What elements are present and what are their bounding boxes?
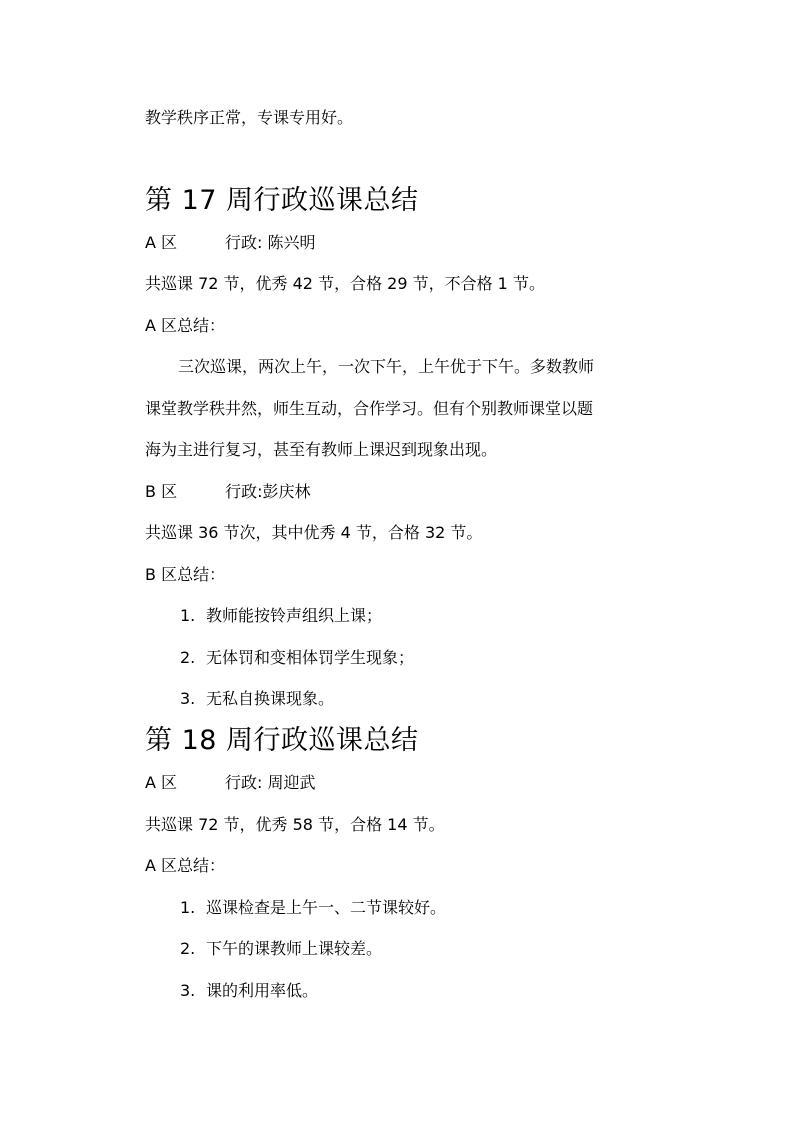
week17-b-summary-label: B 区总结： [145, 565, 226, 584]
week18-a-zone: A 区 [145, 773, 178, 792]
week17-a-admin: 行政: 陈兴明 [225, 233, 316, 252]
week17-a-summary-line-2: 课堂教学秩井然，师生互动，合作学习。但有个别教师课堂以题 [145, 399, 594, 418]
list-number: 3. [180, 689, 196, 708]
list-text: 课的利用率低。 [206, 981, 319, 1000]
list-text: 教师能按铃声组织上课； [206, 606, 383, 625]
week17-b-stats: 共巡课 36 节次，其中优秀 4 节，合格 32 节。 [145, 523, 483, 542]
week17-b-zone-line [145, 482, 310, 502]
list-item [180, 648, 414, 668]
list-text: 无私自换课现象。 [206, 689, 335, 708]
week18-a-admin: 行政: 周迎武 [225, 773, 316, 792]
week18-a-summary-label: A 区总结： [145, 856, 226, 875]
list-text: 下午的课教师上课较差。 [206, 939, 383, 958]
list-item [180, 981, 318, 1001]
list-text: 巡课检查是上午一、二节课较好。 [206, 898, 447, 917]
week17-a-zone-line [145, 233, 316, 253]
list-item [180, 898, 446, 918]
week17-heading: 第 17 周行政巡课总结 [145, 185, 419, 216]
week18-heading: 第 18 周行政巡课总结 [145, 725, 419, 756]
week17-b-admin: 行政:彭庆林 [225, 482, 311, 501]
week17-a-stats: 共巡课 72 节，优秀 42 节，合格 29 节，不合格 1 节。 [145, 274, 545, 293]
list-number: 3. [180, 981, 196, 1000]
week18-a-zone-line [145, 773, 316, 793]
list-number: 2. [180, 648, 196, 667]
week17-a-summary-label: A 区总结： [145, 316, 226, 335]
week17-a-zone: A 区 [145, 233, 178, 252]
list-item [180, 606, 382, 626]
week17-b-zone: B 区 [145, 482, 178, 501]
list-text: 无体罚和变相体罚学生现象； [206, 648, 415, 667]
week17-a-summary-line-3: 海为主进行复习，甚至有教师上课迟到现象出现。 [145, 440, 498, 459]
list-number: 1. [180, 898, 196, 917]
week18-a-stats: 共巡课 72 节，优秀 58 节，合格 14 节。 [145, 815, 445, 834]
intro-paragraph: 教学秩序正常，专课专用好。 [145, 108, 354, 127]
list-item [180, 689, 334, 709]
list-number: 2. [180, 939, 196, 958]
week17-a-summary-line-1: 三次巡课，两次上午，一次下午，上午优于下午。多数教师 [178, 357, 595, 376]
list-item [180, 939, 382, 959]
list-number: 1. [180, 606, 196, 625]
